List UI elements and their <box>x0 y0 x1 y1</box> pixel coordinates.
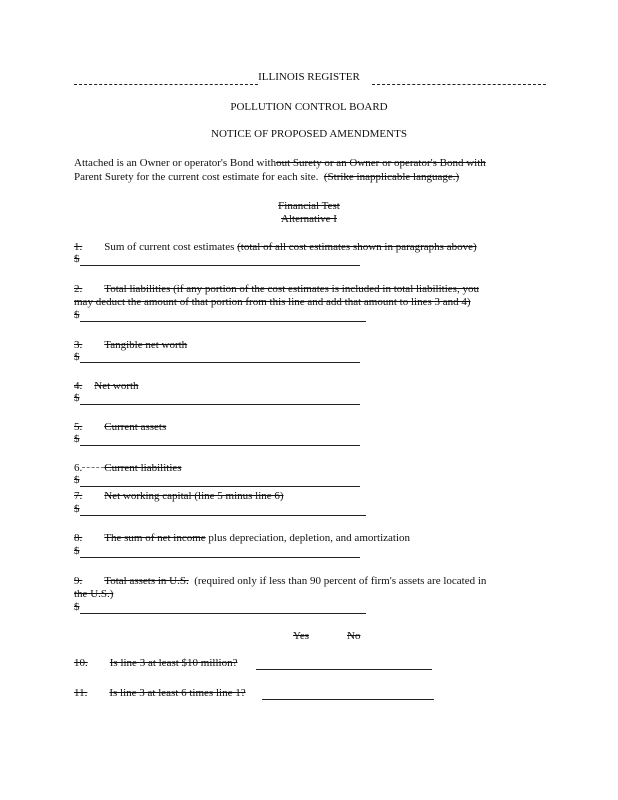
item-4-text: Net worth <box>94 380 139 392</box>
item-3-answer-line[interactable] <box>80 362 360 363</box>
item-9-struck: Total assets in U.S. <box>104 575 189 587</box>
item-9-dollar: $ <box>74 601 80 613</box>
item-9-text: (required only if less than 90 percent of firm's assets are located in <box>194 575 487 587</box>
intro-line-2-plain: Parent Surety for the current cost estimate for each site. <box>74 171 319 183</box>
item-11-text: Is line 3 at least 6 times line 1? <box>109 687 246 699</box>
item-6-dollar: $ <box>74 474 80 486</box>
item-2-text2: may deduct the amount of that portion from this line and add that amount to lines 3 and 4) <box>74 296 471 308</box>
yes-header: Yes <box>293 630 310 642</box>
item-10 <box>74 657 237 670</box>
header-rule-left <box>74 84 258 85</box>
board-title: POLLUTION CONTROL BOARD <box>230 101 388 113</box>
item-1-struck: (total of all cost estimates shown in paragraphs above) <box>237 241 477 253</box>
intro-line-1 <box>74 157 486 170</box>
item-9-answer-line[interactable] <box>80 613 366 614</box>
item-7-dollar: $ <box>74 503 80 515</box>
no-header: No <box>347 630 361 642</box>
item-8-text: plus depreciation, depletion, and amortization <box>208 532 411 544</box>
intro-line-1-struck: out Surety or an Owner or operator's Bond with <box>276 157 486 169</box>
item-6-num: 6. <box>74 462 83 474</box>
header-rule-right <box>372 84 546 85</box>
item-2 <box>74 283 479 296</box>
item-5-dollar: $ <box>74 433 80 445</box>
item-5-num: 5. <box>74 421 83 433</box>
item-8-num: 8. <box>74 532 83 544</box>
item-4-num: 4. <box>74 380 83 392</box>
intro-line-2-struck: (Strike inapplicable language.) <box>323 171 460 183</box>
item-2-dollar: $ <box>74 309 80 321</box>
item-1-dollar: $ <box>74 253 80 265</box>
item-5 <box>74 421 166 434</box>
item-11 <box>74 687 246 700</box>
item-1-text: Sum of current cost estimates <box>104 241 235 253</box>
intro-line-1-plain: Attached is an Owner or operator's Bond with <box>74 157 277 169</box>
item-3 <box>74 339 187 352</box>
item-9-cont <box>74 588 113 601</box>
item-2-num: 2. <box>74 283 83 295</box>
item-9 <box>74 575 486 588</box>
register-title: ILLINOIS REGISTER <box>258 71 360 83</box>
item-4 <box>74 380 139 393</box>
item-11-answer-line[interactable] <box>262 699 434 700</box>
item-7-num: 7. <box>74 490 83 502</box>
item-3-num: 3. <box>74 339 83 351</box>
item-2-text: Total liabilities (if any portion of the cost estimates is included in total liabilities, you <box>104 283 479 295</box>
item-5-text: Current assets <box>104 421 167 433</box>
intro-line-2 <box>74 171 459 184</box>
item-2-cont <box>74 296 471 309</box>
section-subtitle: Alternative I <box>281 213 337 225</box>
item-1 <box>74 241 477 254</box>
item-1-answer-line[interactable] <box>80 265 360 266</box>
item-5-answer-line[interactable] <box>80 445 360 446</box>
item-2-answer-line[interactable] <box>80 321 366 322</box>
item-6-text: Current liabilities <box>104 462 182 474</box>
item-4-answer-line[interactable] <box>80 404 360 405</box>
item-8-dollar: $ <box>74 545 80 557</box>
item-7 <box>74 490 284 503</box>
section-title: Financial Test <box>278 200 340 212</box>
item-8-answer-line[interactable] <box>80 557 360 558</box>
item-3-text: Tangible net worth <box>104 339 188 351</box>
item-9-text2: the U.S.) <box>74 588 114 600</box>
item-4-dollar: $ <box>74 392 80 404</box>
item-10-answer-line[interactable] <box>256 669 432 670</box>
item-8 <box>74 532 410 545</box>
item-8-struck: The sum of net income <box>104 532 206 544</box>
notice-title: NOTICE OF PROPOSED AMENDMENTS <box>211 128 407 140</box>
item-1-num: 1. <box>74 241 83 253</box>
item-11-num: 11. <box>74 687 88 699</box>
item-10-text: Is line 3 at least $10 million? <box>109 657 238 669</box>
item-7-answer-line[interactable] <box>80 515 366 516</box>
item-3-dollar: $ <box>74 351 80 363</box>
item-6-answer-line[interactable] <box>80 486 360 487</box>
item-6 <box>74 462 182 475</box>
item-7-text: Net working capital (line 5 minus line 6) <box>104 490 284 502</box>
item-9-num: 9. <box>74 575 83 587</box>
item-10-num: 10. <box>74 657 88 669</box>
